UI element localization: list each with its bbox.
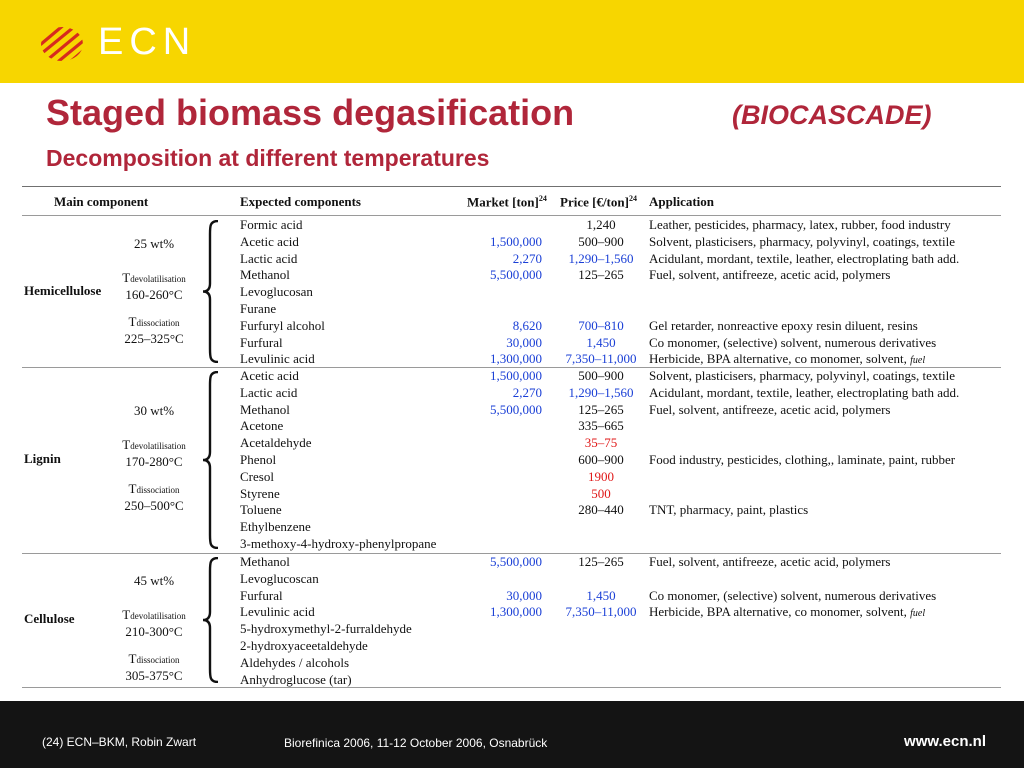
application-text: [649, 267, 890, 284]
price-value: 1,450: [586, 587, 616, 603]
application-text: [649, 251, 959, 268]
application-text: [649, 554, 890, 571]
header-price-label: Price [€/ton]: [560, 194, 629, 210]
expected-component: Ethylbenzene: [240, 519, 311, 535]
price-value: 125–265: [578, 554, 624, 569]
application-main: Herbicide, BPA alternative, co monomer, solvent,: [649, 604, 911, 620]
header-market-sup: 24: [538, 194, 547, 203]
expected-component: Acetaldehyde: [240, 435, 312, 451]
expected-component: Formic acid: [240, 217, 303, 232]
expected-component: Levoglucoscan: [240, 570, 319, 586]
main-component-name: Cellulose: [24, 611, 75, 626]
application-text: [649, 588, 936, 605]
expected-component: Lactic acid: [240, 384, 298, 400]
curly-brace-icon: [200, 371, 222, 549]
header-application: Application: [649, 194, 715, 209]
footer-bar: [0, 701, 1024, 768]
t-range: 160-260°C: [125, 287, 183, 302]
price-value: 500–900: [578, 368, 624, 383]
weight-percent: 30 wt%: [133, 403, 175, 418]
devolatilisation-temperature: [116, 607, 192, 639]
application-main: Fuel, solvent, antifreeze, acetic acid, polymers: [649, 401, 891, 417]
market-value: 1,300,000: [490, 351, 542, 367]
application-text: [649, 452, 955, 469]
expected-component: Levoglucosan: [240, 284, 313, 300]
weight-percent: 45 wt%: [133, 573, 175, 588]
application-text: [649, 402, 890, 419]
application-text: [649, 604, 925, 623]
application-main: Herbicide, BPA alternative, co monomer, solvent,: [649, 351, 911, 367]
expected-component: Methanol: [240, 401, 290, 417]
expected-component: Styrene: [240, 485, 280, 501]
expected-component: Furane: [240, 301, 277, 316]
table-top-rule: [22, 186, 1001, 187]
application-main: Fuel, solvent, antifreeze, acetic acid, polymers: [649, 267, 891, 283]
t-range: 305-375°C: [125, 668, 183, 683]
header-main-component: Main component: [54, 194, 149, 209]
ecn-logo: [38, 20, 196, 64]
t-range: 170-280°C: [125, 454, 183, 469]
expected-component: Toluene: [240, 502, 282, 518]
price-value: 1,240: [586, 217, 616, 232]
market-value: 2,270: [512, 250, 542, 266]
t-subscript: dissociation: [136, 318, 180, 328]
header-expected-components: Expected components: [240, 194, 361, 209]
expected-component: Methanol: [240, 554, 290, 569]
page-subtitle: Decomposition at different temperatures: [46, 145, 490, 171]
header-price-sup: 24: [628, 194, 637, 203]
logo-text: ECN: [98, 21, 197, 63]
expected-component: Lactic acid: [240, 250, 298, 266]
application-main: Leather, pesticides, pharmacy, latex, rubber, food industry: [649, 217, 951, 232]
expected-component: Levulinic acid: [240, 604, 315, 620]
market-value: 1,500,000: [490, 368, 542, 383]
expected-component: Phenol: [240, 452, 277, 467]
market-value: 5,500,000: [490, 401, 542, 417]
curly-brace-icon: [200, 220, 222, 363]
t-subscript: dissociation: [136, 485, 180, 495]
price-value: 1,450: [586, 334, 616, 350]
market-value: 1,500,000: [490, 233, 542, 249]
t-subscript: devolatilisation: [130, 274, 186, 284]
price-value: 500: [591, 485, 611, 501]
page-title: Staged biomass degasification: [46, 92, 575, 133]
application-main: Gel retarder, nonreactive epoxy resin diluent, resins: [649, 317, 918, 333]
application-text: [649, 318, 918, 335]
table-group-hemicellulose: [22, 216, 1001, 367]
footer-reference: (24) ECN–BKM, Robin Zwart: [42, 735, 197, 749]
devolatilisation-temperature: [116, 437, 192, 469]
expected-component: Furfural: [240, 587, 283, 603]
expected-component: 5-hydroxymethyl-2-furraldehyde: [240, 621, 412, 637]
application-text: [649, 502, 808, 519]
application-main: Solvent, plasticisers, pharmacy, polyvinyl, coatings, textile: [649, 233, 956, 249]
devolatilisation-temperature: [116, 270, 192, 302]
price-value: 335–665: [578, 418, 624, 434]
footer-event: Biorefinica 2006, 11-12 October 2006, Osnabrück: [284, 736, 548, 750]
market-value: 2,270: [512, 384, 542, 400]
price-value: 700–810: [578, 317, 624, 333]
group-separator-rule: [22, 687, 1001, 688]
price-value: 7,350–11,000: [565, 604, 637, 620]
application-text: [649, 217, 951, 234]
t-range: 250–500°C: [124, 498, 184, 513]
expected-component: 2-hydroxyaceetaldehyde: [240, 638, 368, 653]
expected-component: Acetone: [240, 418, 284, 434]
market-value: 5,500,000: [490, 554, 542, 569]
application-main: Solvent, plasticisers, pharmacy, polyvinyl, coatings, textile: [649, 368, 956, 383]
market-value: 1,300,000: [490, 604, 542, 620]
price-value: 7,350–11,000: [565, 351, 637, 367]
price-value: 125–265: [578, 401, 624, 417]
expected-component: 3-methoxy-4-hydroxy-phenylpropane: [240, 536, 437, 551]
dissociation-temperature: [116, 481, 192, 513]
dissociation-temperature: [116, 651, 192, 683]
expected-component: Acetic acid: [240, 233, 299, 249]
footer-website-link[interactable]: www.ecn.nl: [904, 733, 986, 750]
application-fuel-note: fuel: [910, 608, 926, 620]
market-value: 5,500,000: [490, 267, 542, 283]
expected-component: Aldehydes / alcohols: [240, 654, 350, 670]
main-component-name: Lignin: [24, 451, 61, 466]
expected-component: Anhydroglucose (tar): [240, 671, 352, 687]
main-component-name: Hemicellulose: [24, 282, 102, 298]
t-symbol: T: [122, 607, 131, 622]
t-range: 210-300°C: [125, 624, 183, 639]
t-symbol: T: [128, 314, 137, 329]
expected-component: Cresol: [240, 468, 274, 484]
ecn-striped-sphere-icon: [38, 20, 92, 64]
price-value: 1900: [588, 468, 614, 484]
price-value: 1,290–1,560: [568, 384, 634, 400]
application-main: Acidulant, mordant, textile, leather, electroplating bath add.: [649, 384, 960, 400]
application-text: [649, 234, 955, 251]
price-value: 125–265: [578, 267, 624, 283]
application-main: Fuel, solvent, antifreeze, acetic acid, polymers: [649, 554, 891, 569]
t-subscript: dissociation: [136, 655, 180, 665]
header-band: [0, 0, 1024, 83]
t-symbol: T: [122, 270, 131, 285]
expected-component: Acetic acid: [240, 368, 299, 383]
t-subscript: devolatilisation: [130, 611, 186, 621]
application-main: Co monomer, (selective) solvent, numerous derivatives: [649, 334, 937, 350]
weight-percent: 25 wt%: [133, 236, 175, 251]
table-group-cellulose: [22, 553, 1001, 687]
price-value: 35–75: [584, 435, 618, 451]
header-market-label: Market [ton]: [467, 194, 539, 210]
t-subscript: devolatilisation: [130, 441, 186, 451]
application-main: Co monomer, (selective) solvent, numerous derivatives: [649, 587, 937, 603]
application-main: TNT, pharmacy, paint, plastics: [649, 502, 809, 518]
t-symbol: T: [122, 437, 131, 452]
dissociation-temperature: [116, 314, 192, 346]
expected-component: Methanol: [240, 267, 290, 283]
application-main: Food industry, pesticides, clothing,, laminate, paint, rubber: [649, 452, 956, 467]
t-range: 225–325°C: [124, 331, 184, 346]
price-value: 280–440: [578, 502, 624, 518]
table-group-lignin: [22, 367, 1001, 553]
page-title-acronym: (BIOCASCADE): [732, 100, 932, 130]
market-value: 30,000: [506, 587, 542, 603]
t-symbol: T: [128, 651, 137, 666]
components-table: [22, 186, 1002, 689]
t-symbol: T: [128, 481, 137, 496]
market-value: 30,000: [506, 334, 542, 350]
application-text: [649, 368, 955, 385]
expected-component: Furfuryl alcohol: [240, 317, 325, 333]
curly-brace-icon: [200, 557, 222, 683]
market-value: 8,620: [512, 317, 542, 333]
price-value: 1,290–1,560: [568, 250, 634, 266]
application-main: Acidulant, mordant, textile, leather, electroplating bath add.: [649, 250, 960, 266]
expected-component: Furfural: [240, 334, 283, 350]
application-text: [649, 335, 936, 352]
header-market: [467, 194, 547, 210]
expected-component: Levulinic acid: [240, 351, 315, 367]
price-value: 500–900: [578, 233, 624, 249]
price-value: 600–900: [578, 452, 624, 467]
application-fuel-note: fuel: [910, 355, 926, 367]
application-text: [649, 385, 959, 402]
header-price: [560, 194, 637, 210]
